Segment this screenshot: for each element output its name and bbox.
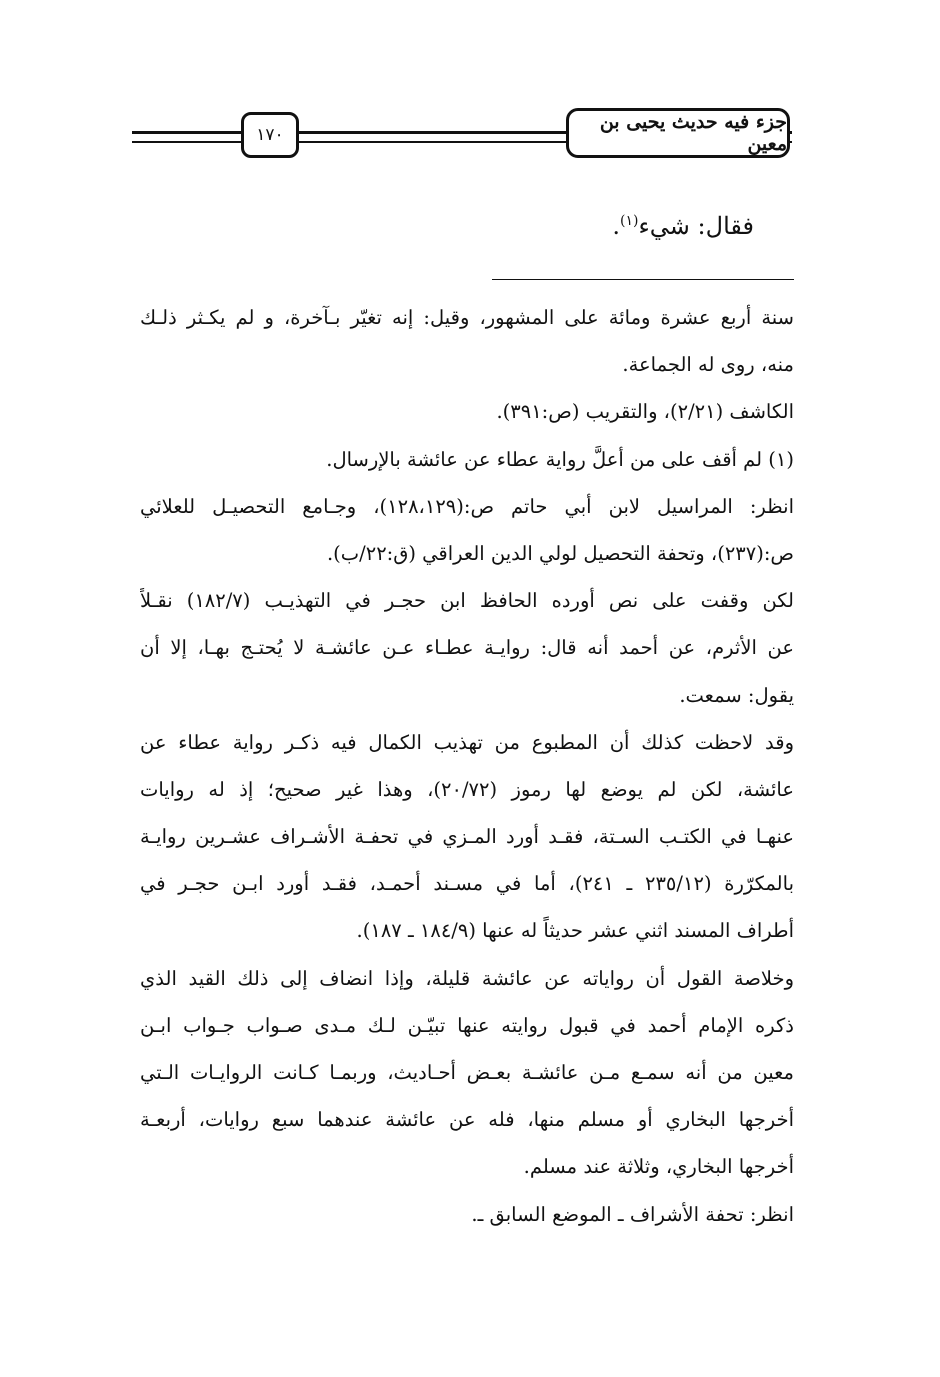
footnote-separator: [492, 279, 794, 280]
main-text-end: .: [612, 212, 621, 240]
main-text: [612, 206, 754, 246]
footnote-line: وخلاصة القول أن رواياته عن عائشة قليلة، وإذا انضاف إلى ذلك القيد الذي: [140, 966, 794, 990]
footnote-line: سنة أربع عشرة ومائة على المشهور، وقيل: إنه تغيّر بـآخرة، و لم يكـثر ذلـك: [140, 306, 794, 329]
footnote-line: عنهـا في الكتـب السـتة، فقـد أورد المـزي في تحفـة الأشـراف عشـرين روايـة: [140, 825, 794, 849]
footnote-line: عن الأثرم، عن أحمد أنه قال: روايـة عطـاء عـن عائشـة لا يُحتـج بهـا، إلا أن: [140, 636, 794, 660]
footnote-line: عائشة، لكن لم يوضع لها رموز (٢٠/٧٢)، وهذا غير صحيح؛ إذ له روايات: [140, 777, 794, 801]
footnote-line: (١) لم أقف على من أعلَّ رواية عطاء عن عائشة بالإرسال.: [326, 447, 794, 471]
footnote-line: منه، روى له الجماعة.: [622, 353, 794, 377]
footnotes: [140, 294, 794, 1238]
footnote-line: لكن وقفت على نص أورده الحافظ ابن حجـر في التهذيـب (١٨٢/٧) نقـلاً: [140, 589, 794, 613]
footnote-line: ص:(٢٣٧)، وتحفة التحصيل لولي الدين العراقي (ق:٢٢/ب).: [326, 541, 794, 565]
footnote-line: معين من أنه سمـع مـن عائشـة بعـض أحـاديث، وربمـا كـانت الروايـات الـتي: [140, 1061, 794, 1084]
footnote-line: انظر: تحفة الأشراف ـ الموضع السابق ـ.: [471, 1202, 794, 1226]
footnote-line: يقول: سمعت.: [679, 683, 794, 707]
footnote-line: أخرجها البخاري أو مسلم منها، فله عن عائشة عندهما سبع روايات، أربعـة: [140, 1108, 794, 1132]
footnote-line: أطراف المسند اثني عشر حديثاً له عنها (١٨٤/٩ ـ ١٨٧).: [356, 919, 794, 943]
footnote-line: بالمكرّرة (٢٣٥/١٢ ـ ٢٤١)، أما في مسـند أحمـد، فقـد أورد ابـن حجـر في: [140, 872, 794, 896]
footnote-line: ذكره الإمام أحمد في قبول روايته عنها تبيّـن لـك مـدى صـواب جـواب ابـن: [140, 1013, 794, 1037]
footnote-line: الكاشف (٢/٢١)، والتقريب (ص:٣٩١).: [496, 400, 794, 424]
running-title: [566, 108, 790, 158]
footnote-line: أخرجها البخاري، وثلاثة عند مسلم.: [523, 1155, 794, 1179]
main-text-body: فقال: شيء: [638, 212, 754, 240]
page-number-text: ١٧٠: [256, 125, 284, 145]
footnote-line: انظر: المراسيل لابن أبي حاتم ص:(١٢٨،١٢٩)، وجـامع التحصيـل للعلائي: [140, 494, 794, 518]
footnote-line: وقد لاحظت كذلك أن المطبوع من تهذيب الكمال فيه ذكـر رواية عطاء عن: [140, 730, 794, 754]
footnote-reference: (١): [620, 213, 639, 229]
page-number: [241, 112, 299, 158]
running-title-text: جزء فيه حديث يحيى بن معين: [599, 111, 787, 155]
